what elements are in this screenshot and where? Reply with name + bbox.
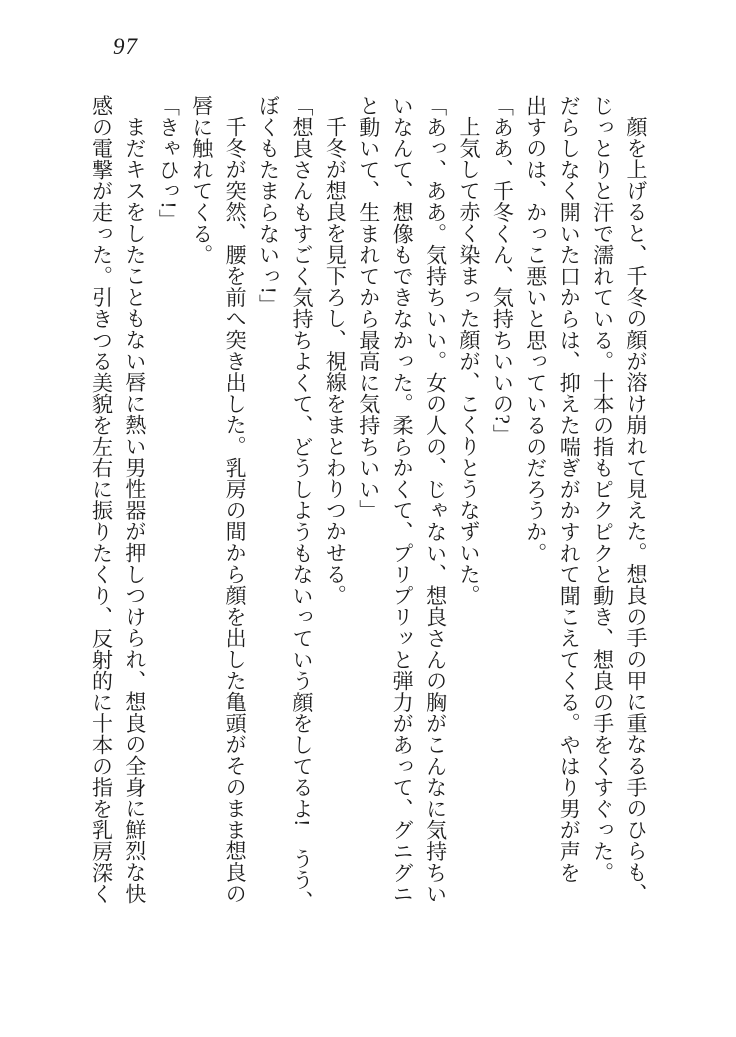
text-column: 上気して赤く染まった顔が、こくりとうなずいた。 <box>456 116 481 606</box>
text-column: だらしなく開いた口からは、抑えた喘ぎがかすれて聞こえてくる。やはり男が声を <box>557 95 582 884</box>
text-column: 顔を上げると、千冬の顔が溶け崩れて見えた。想良の手の甲に重なる手のひらも、 <box>624 116 648 905</box>
text-column: いなんて、想像もできなかった。柔らかくて、プリプリッと弾力があって、グニグニ <box>390 95 415 905</box>
text-column: 出すのは、かっこ悪いと思っているのだろうか。 <box>523 95 548 564</box>
text-column: 千冬が想良を見下ろし、視線をまとわりつかせる。 <box>323 116 348 606</box>
text-column: 「ああ、千冬くん、気持ちいいの?」 <box>490 95 515 446</box>
text-column: と動いて、生まれてから最高に気持ちいい」 <box>356 95 381 521</box>
text-column: 唇に触れてくる。 <box>189 95 214 266</box>
text-column: 「きゃひっ!」 <box>156 95 181 231</box>
text-column: 「あっ、ああ。気持ちいい。女の人の、じゃない、想良さんの胸がこんなに気持ちい <box>423 95 448 905</box>
text-column: 「想良さんもすごく気持ちよくて、どうしようもないっていう顔をしてるよ! うう、 <box>289 95 314 912</box>
text-column: 感の電撃が走った。引きつる美貌を左右に振りたくり、反射的に十本の指を乳房深く <box>89 95 114 905</box>
text-column: まだキスをしたこともない唇に熱い男性器が押しつけられ、想良の全身に鮮烈な快 <box>122 116 147 905</box>
page-number: 97 <box>113 34 138 59</box>
text-block <box>84 95 652 927</box>
text-column: ぼくもたまらないっ!」 <box>256 95 281 316</box>
text-column: 千冬が突然、腰を前へ突き出した。乳房の間から顔を出した亀頭がそのまま想良の <box>223 116 248 905</box>
text-column: じっとりと汗で濡れている。十本の指もピクピクと動き、想良の手をくすぐった。 <box>590 95 615 884</box>
